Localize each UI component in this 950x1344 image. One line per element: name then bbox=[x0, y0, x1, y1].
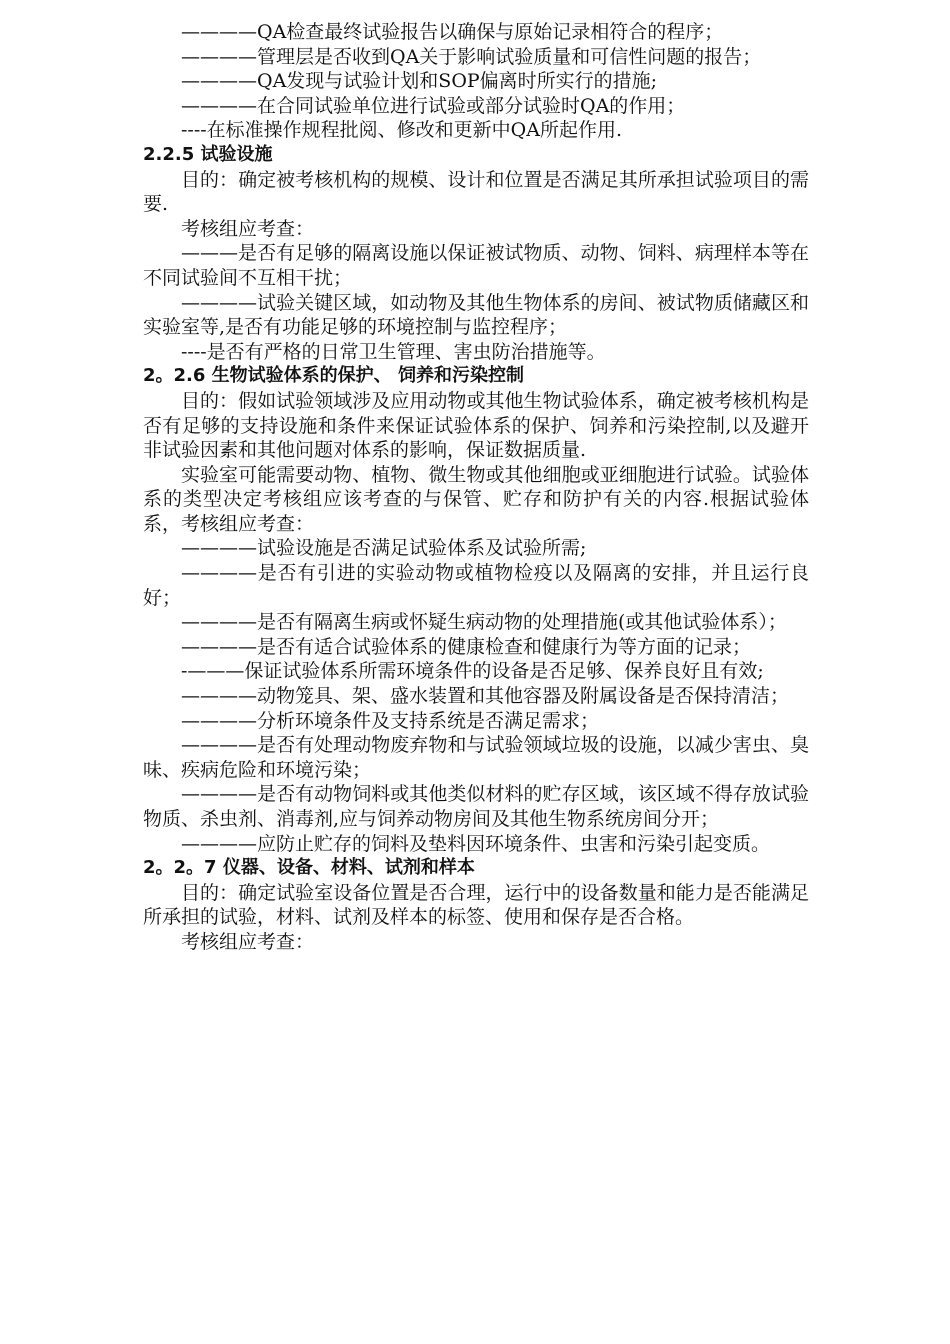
qa-item: ————QA发现与试验计划和SOP偏离时所实行的措施; bbox=[181, 70, 658, 93]
document-page bbox=[143, 20, 809, 955]
checklist-item: ----是否有严格的日常卫生管理、害虫防治措施等。 bbox=[181, 340, 606, 363]
paragraph: 目的：确定被考核机构的规模、设计和位置是否满足其所承担试验项目的需要. bbox=[143, 168, 809, 216]
checklist-item: -———保证试验体系所需环境条件的设备是否足够、保养良好且有效; bbox=[181, 660, 764, 683]
checklist-item: ————是否有隔离生病或怀疑生病动物的处理措施(或其他试验体系）； bbox=[181, 611, 787, 634]
paragraph: 实验室可能需要动物、植物、微生物或其他细胞或亚细胞进行试验。试验体系的类型决定考核组应该考查的与保管、贮存和防护有关的内容.根据试验体系，考核组应考查： bbox=[143, 463, 809, 535]
section-heading-2-2-6: 2。2.6 生物试验体系的保护、 饲养和污染控制 bbox=[143, 365, 524, 387]
checklist-item: ————是否有引进的实验动物或植物检疫以及隔离的安排，并且运行良好； bbox=[143, 562, 809, 609]
checklist-item: ———是否有足够的隔离设施以保证被试物质、动物、饲料、病理样本等在不同试验间不互相干扰； bbox=[143, 242, 809, 289]
qa-item: ————在合同试验单位进行试验或部分试验时QA的作用； bbox=[181, 94, 686, 117]
checklist-item: ————是否有动物饲料或其他类似材料的贮存区域，该区域不得存放试验物质、杀虫剂、消毒剂,应与饲养动物房间及其他生物系统房间分开； bbox=[143, 783, 809, 830]
paragraph: 目的：确定试验室设备位置是否合理，运行中的设备数量和能力是否能满足所承担的试验，材料、试剂及样本的标签、使用和保存是否合格。 bbox=[143, 881, 809, 929]
checklist-item: ————是否有适合试验体系的健康检查和健康行为等方面的记录； bbox=[181, 635, 752, 658]
qa-item: ----在标准操作规程批阅、修改和更新中QA所起作用. bbox=[181, 119, 623, 142]
checklist-item: ————试验设施是否满足试验体系及试验所需; bbox=[181, 537, 587, 560]
paragraph: 考核组应考查： bbox=[181, 930, 315, 953]
section-heading-2-2-5: 2.2.5 试验设施 bbox=[143, 143, 273, 165]
checklist-item: ————分析环境条件及支持系统是否满足需求； bbox=[181, 709, 600, 732]
paragraph: 考核组应考查： bbox=[181, 217, 315, 240]
paragraph: 目的：假如试验领域涉及应用动物或其他生物试验体系，确定被考核机构是否有足够的支持设施和条件来保证试验体系的保护、饲养和污染控制,以及避开非试验因素和其他问题对体系的影响，保证数据质量. bbox=[143, 389, 809, 462]
checklist-item: ————试验关键区域，如动物及其他生物体系的房间、被试物质储藏区和实验室等,是否有功能足够的环境控制与监控程序； bbox=[143, 291, 809, 339]
checklist-item: ————应防止贮存的饲料及垫料因环境条件、虫害和污染引起变质。 bbox=[181, 832, 771, 855]
section-heading-2-2-7: 2。2。7 仪器、设备、材料、试剂和样本 bbox=[143, 857, 475, 879]
qa-item: ————管理层是否收到QA关于影响试验质量和可信性问题的报告； bbox=[181, 45, 762, 68]
checklist-item: ————动物笼具、架、盛水装置和其他容器及附属设备是否保持清洁； bbox=[181, 685, 790, 708]
checklist-item: ————是否有处理动物废弃物和与试验领域垃圾的设施，以减少害虫、臭味、疾病危险和环境污染； bbox=[143, 734, 809, 781]
qa-item: ————QA检查最终试验报告以确保与原始记录相符合的程序； bbox=[181, 21, 724, 43]
